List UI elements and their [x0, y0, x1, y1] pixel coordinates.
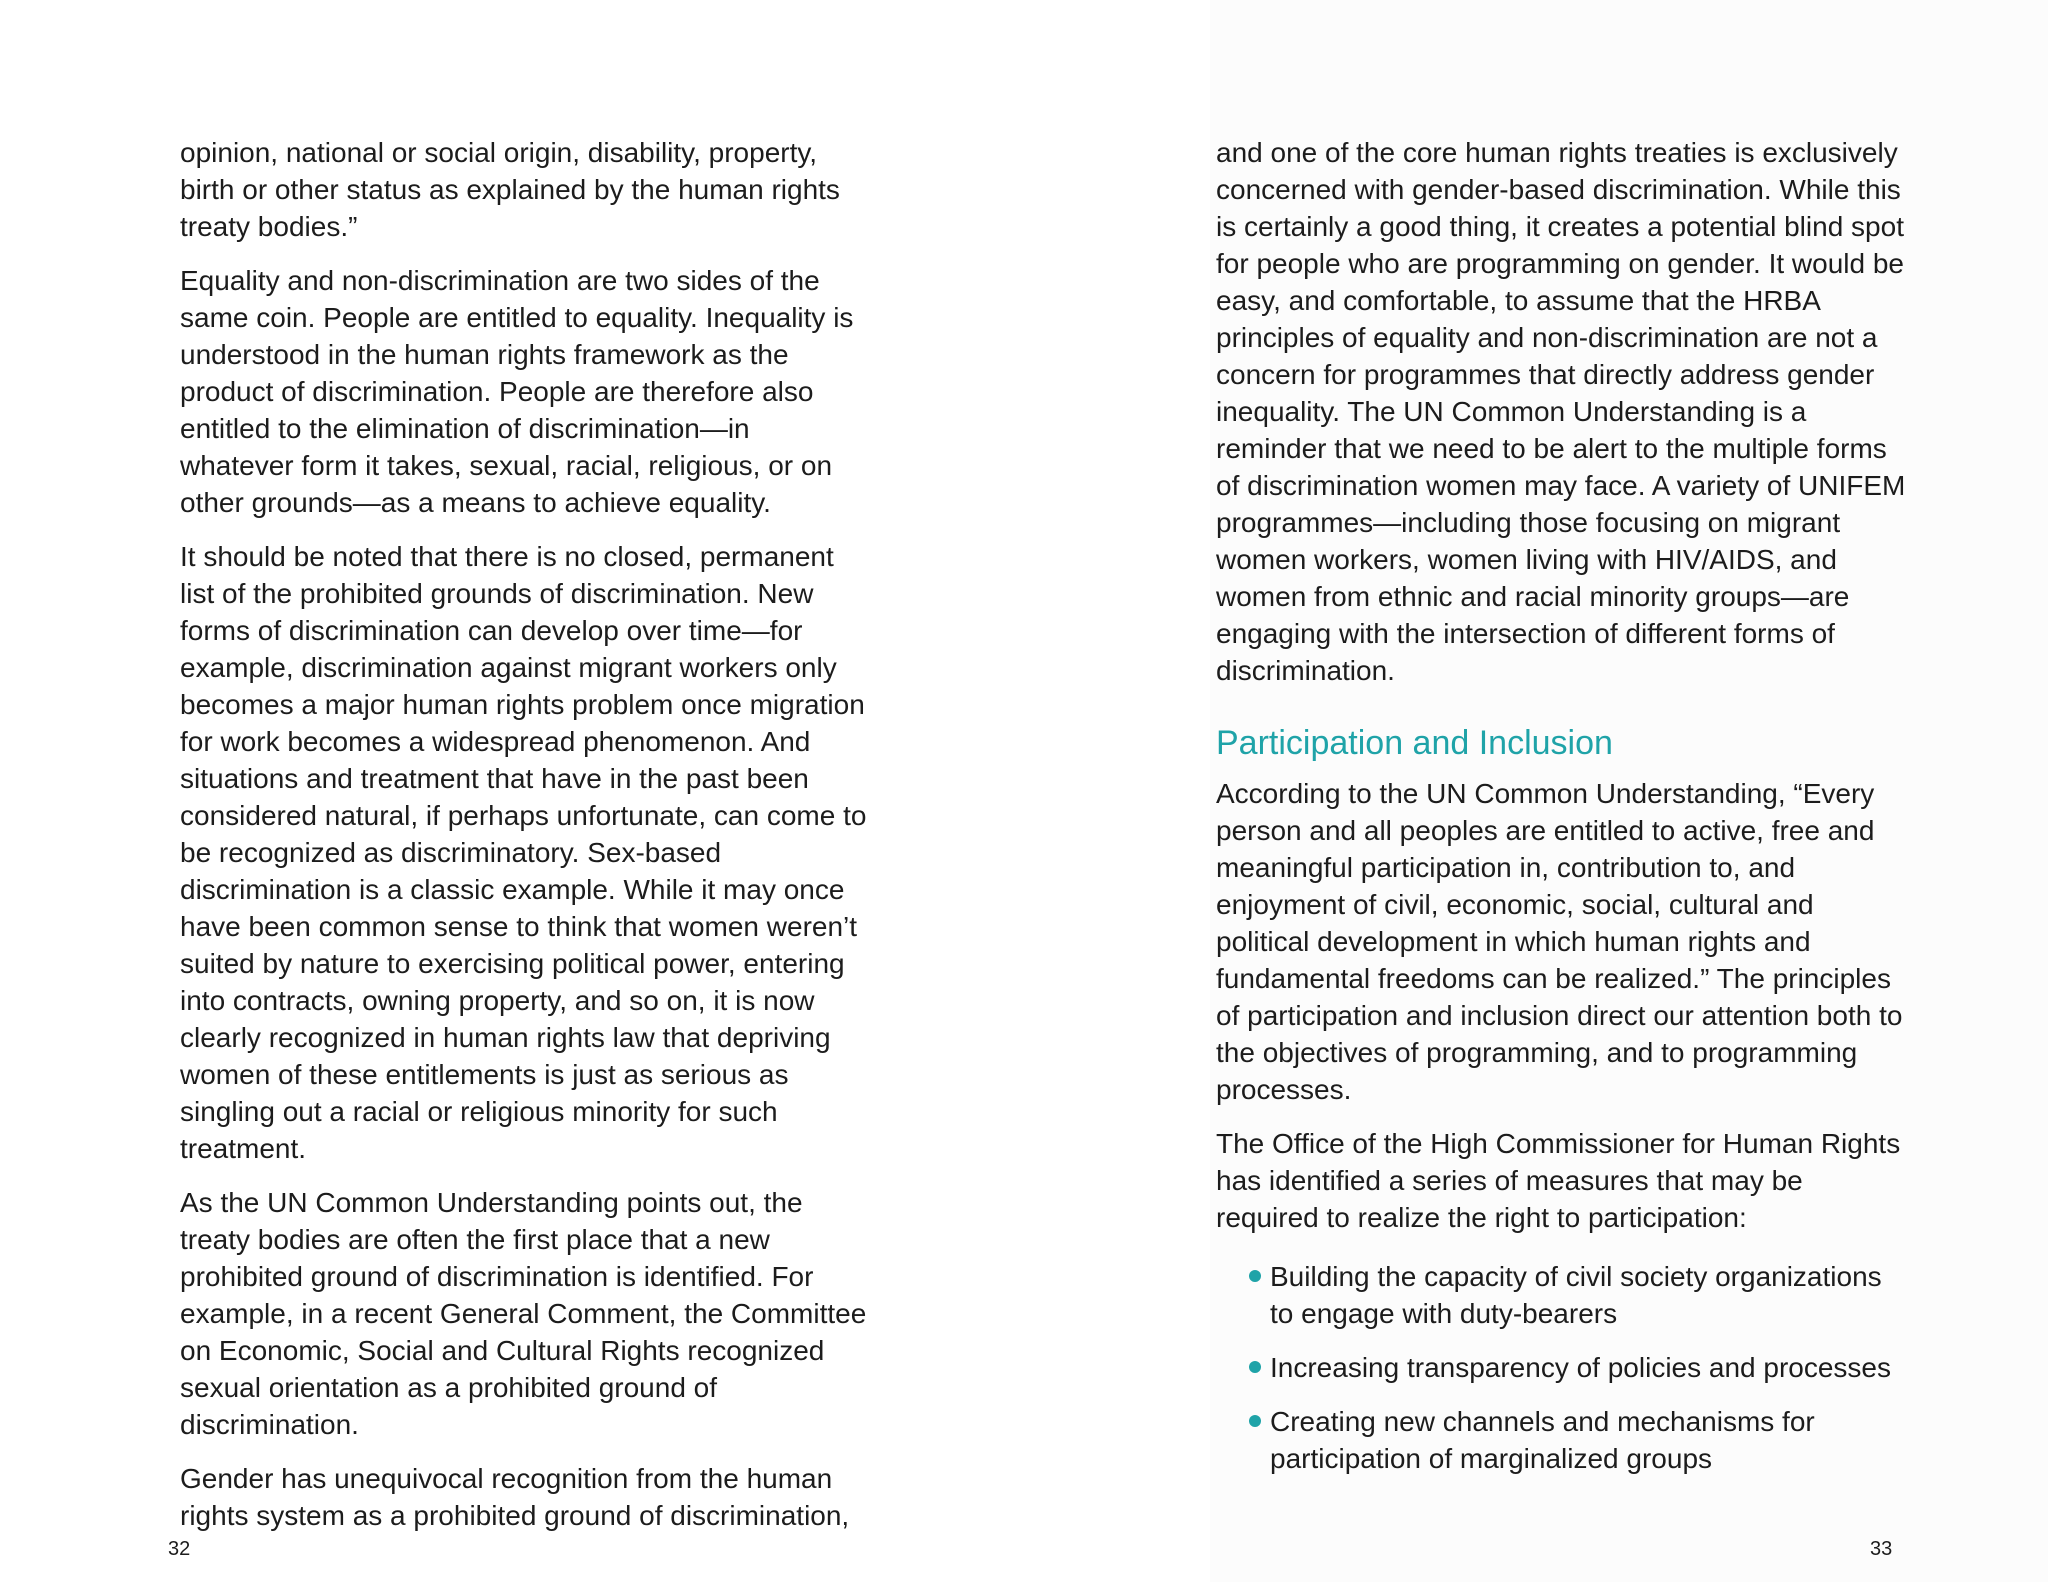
left-paragraph-1: opinion, national or social origin, disability, property, birth or other status as explained by the human rights treaty bodies.”	[180, 137, 840, 242]
left-page-text-column	[180, 134, 870, 1551]
right-page-text-column	[1216, 134, 1906, 1494]
right-paragraph-2: According to the UN Common Understanding, “Every person and all peoples are entitled to active, free and meaningful participation in, contribution to, and enjoyment of civil, economic, social, cultural and political development in which human rights and fundamental freedoms can be realized.” The principles of participation and inclusion direct our attention both to the objectives of programming, and to programming processes.	[1216, 778, 1903, 1105]
list-item-text: Creating new channels and mechanisms for participation of marginalized groups	[1270, 1406, 1815, 1474]
participation-measures-list	[1216, 1258, 1906, 1477]
left-paragraph-3: It should be noted that there is no closed, permanent list of the prohibited grounds of discrimination. New forms of discrimination can develop over time—for example, discrimination against migrant workers only becomes a major human rights problem once migration for work becomes a widespread phenomenon. And situations and treatment that have in the past been considered natural, if perhaps unfortunate, can come to be recognized as discriminatory. Sex-based discrimination is a classic example. While it may once have been common sense to think that women weren’t suited by nature to exercising political power, entering into contracts, owning property, and so on, it is now clearly recognized in human rights law that depriving women of these entitlements is just as serious as singling out a racial or religious minority for such treatment.	[180, 541, 867, 1164]
left-paragraph-2: Equality and non-discrimination are two sides of the same coin. People are entitled to equality. Inequality is understood in the human rights framework as the product of discrimination. People are therefore also entitled to the elimination of discrimination—in whatever form it takes, sexual, racial, religious, or on other grounds—as a means to achieve equality.	[180, 265, 854, 518]
list-item	[1270, 1258, 1906, 1332]
right-paragraph-3: The Office of the High Commissioner for Human Rights has identified a series of measures that may be required to realize the right to participation:	[1216, 1128, 1901, 1233]
page-number-left: 32	[168, 1538, 191, 1560]
bullet-dot-icon	[1249, 1415, 1261, 1427]
right-paragraph-1: and one of the core human rights treaties is exclusively concerned with gender-based discrimination. While this is certainly a good thing, it creates a potential blind spot for people who are programming on gender. It would be easy, and comfortable, to assume that the HRBA principles of equality and non-discrimination are not a concern for programmes that directly address gender inequality. The UN Common Understanding is a reminder that we need to be alert to the multiple forms of discrimination women may face. A variety of UNIFEM programmes—including those focusing on migrant women workers, women living with HIV/AIDS, and women from ethnic and racial minority groups—are engaging with the intersection of different forms of discrimination.	[1216, 137, 1906, 686]
bullet-dot-icon	[1249, 1361, 1261, 1373]
list-item-text: Building the capacity of civil society organizations to engage with duty-bearers	[1270, 1261, 1882, 1329]
list-item-text: Increasing transparency of policies and processes	[1270, 1352, 1892, 1383]
left-paragraph-4: As the UN Common Understanding points out, the treaty bodies are often the first place that a new prohibited ground of discrimination is identified. For example, in a recent General Comment, the Committee on Economic, Social and Cultural Rights recognized sexual orientation as a prohibited ground of discrimination.	[180, 1187, 867, 1440]
list-item	[1270, 1349, 1906, 1386]
left-paragraph-5: Gender has unequivocal recognition from the human rights system as a prohibited ground of discrimination,	[180, 1463, 850, 1531]
list-item	[1270, 1403, 1906, 1477]
section-heading: Participation and Inclusion	[1216, 724, 1613, 762]
page-number-right: 33	[1870, 1538, 1893, 1560]
bullet-dot-icon	[1249, 1270, 1261, 1282]
